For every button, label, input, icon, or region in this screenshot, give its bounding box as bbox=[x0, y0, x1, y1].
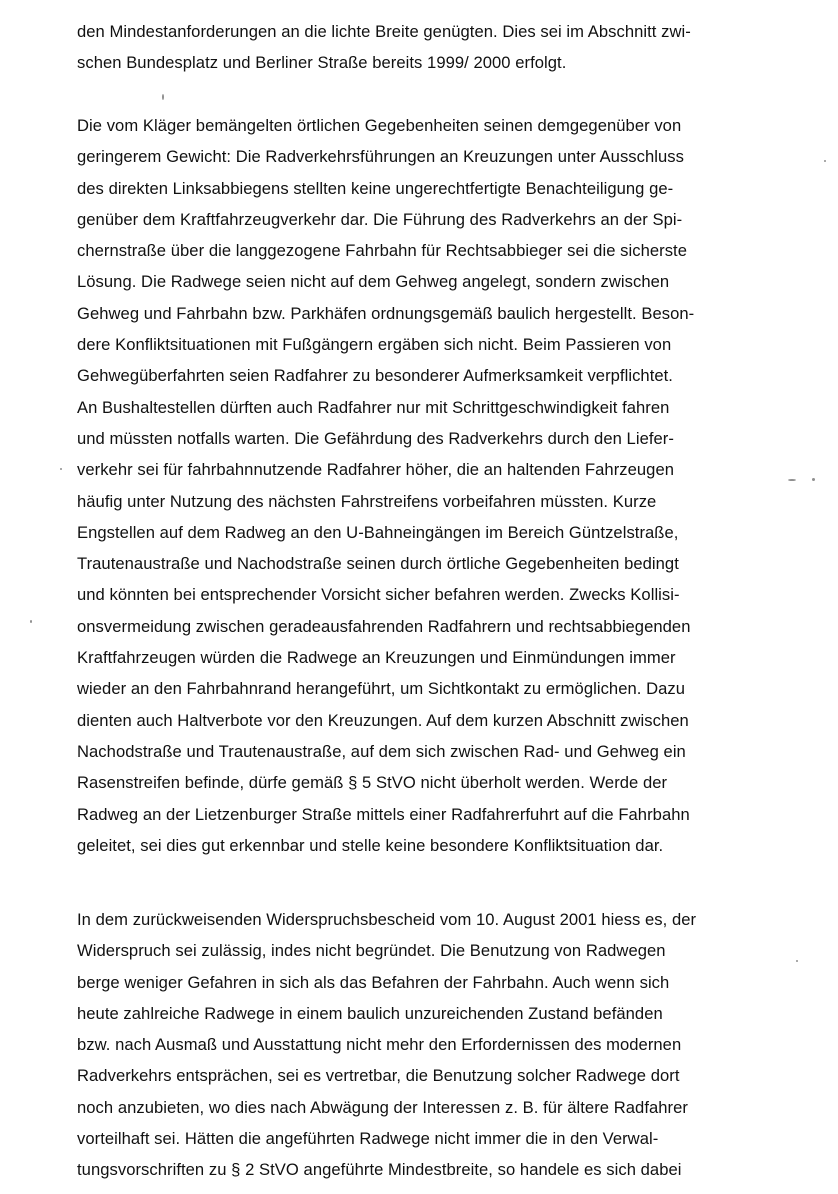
scan-speck bbox=[796, 960, 798, 962]
text-line: und müssten notfalls warten. Die Gefährdung des Radverkehrs durch den Liefer- bbox=[77, 428, 674, 448]
text-line: den Mindestanforderungen an die lichte Breite genügten. Dies sei im Abschnitt zwi- bbox=[77, 22, 691, 41]
text-line: geleitet, sei dies gut erkennbar und stelle keine besondere Konfliktsituation dar. bbox=[77, 835, 664, 855]
scan-speck bbox=[788, 479, 796, 481]
scan-speck bbox=[812, 478, 815, 481]
text-line: Lösung. Die Radwege seien nicht auf dem Gehweg angelegt, sondern zwischen bbox=[77, 272, 670, 292]
scan-speck bbox=[30, 620, 32, 623]
text-line: An Bushaltestellen dürften auch Radfahrer nur mit Schrittgeschwindigkeit fahren bbox=[77, 397, 670, 417]
text-line: Die vom Kläger bemängelten örtlichen Gegebenheiten seinen demgegenüber von bbox=[77, 116, 682, 135]
scan-speck bbox=[162, 94, 164, 100]
text-line: Radweg an der Lietzenburger Straße mittels einer Radfahrerfuhrt auf die Fahrbahn bbox=[77, 804, 690, 824]
text-line: verkehr sei für fahrbahnnutzende Radfahrer höher, die an haltenden Fahrzeugen bbox=[77, 460, 675, 480]
text-line: Nachodstraße und Trautenaustraße, auf dem sich zwischen Rad- und Gehweg ein bbox=[77, 741, 686, 761]
text-line: Widerspruch sei zulässig, indes nicht begründet. Die Benutzung von Radwegen bbox=[77, 941, 666, 961]
text-line: onsvermeidung zwischen geradeausfahrenden Radfahrern und rechtsabbiegenden bbox=[77, 616, 691, 636]
scan-speck bbox=[824, 160, 826, 162]
paragraph-local-conditions bbox=[77, 110, 807, 861]
text-line: wieder an den Fahrbahnrand herangeführt, um Sichtkontakt zu ermöglichen. Dazu bbox=[77, 679, 686, 699]
text-line: Kraftfahrzeugen würden die Radwege an Kreuzungen und Einmündungen immer bbox=[77, 648, 676, 668]
paragraph-objection-decision bbox=[77, 904, 807, 1186]
scan-speck bbox=[60, 468, 62, 470]
text-line: geringerem Gewicht: Die Radverkehrsführungen an Kreuzungen unter Ausschluss bbox=[77, 147, 684, 167]
text-line: dienten auch Haltverbote vor den Kreuzungen. Auf dem kurzen Abschnitt zwischen bbox=[77, 710, 689, 730]
text-line: berge weniger Gefahren in sich als das Befahren der Fahrbahn. Auch wenn sich bbox=[77, 972, 670, 992]
text-line: Engstellen auf dem Radweg an den U-Bahneingängen im Bereich Güntzelstraße, bbox=[77, 522, 679, 542]
text-line: genüber dem Kraftfahrzeugverkehr dar. Die Führung des Radverkehrs an der Spi- bbox=[77, 209, 683, 229]
text-line: vorteilhaft sei. Hätten die angeführten Radwege nicht immer die in den Verwal- bbox=[77, 1129, 659, 1149]
text-line: tungsvorschriften zu § 2 StVO angeführte Mindestbreite, so handele es sich dabei bbox=[77, 1160, 682, 1180]
text-line: dere Konfliktsituationen mit Fußgängern ergäben sich nicht. Beim Passieren von bbox=[77, 335, 672, 355]
text-line: häufig unter Nutzung des nächsten Fahrstreifens vorbeifahren müssten. Kurze bbox=[77, 491, 657, 511]
text-line: schen Bundesplatz und Berliner Straße bereits 1999/ 2000 erfolgt. bbox=[77, 53, 567, 73]
text-line: Trautenaustraße und Nachodstraße seinen durch örtliche Gegebenheiten bedingt bbox=[77, 554, 679, 574]
paragraph-continuation bbox=[77, 16, 807, 79]
text-line: Rasenstreifen befinde, dürfe gemäß § 5 StVO nicht überholt werden. Werde der bbox=[77, 773, 668, 793]
text-line: und könnten bei entsprechender Vorsicht sicher befahren werden. Zwecks Kollisi- bbox=[77, 585, 680, 605]
text-line: Gehwegüberfahrten seien Radfahrer zu besonderer Aufmerksamkeit verpflichtet. bbox=[77, 366, 673, 386]
text-line: bzw. nach Ausmaß und Ausstattung nicht mehr den Erfordernissen des modernen bbox=[77, 1035, 682, 1055]
text-line: des direkten Linksabbiegens stellten keine ungerechtfertigte Benachteiligung ge- bbox=[77, 178, 674, 198]
text-line: Radverkehrs entsprächen, sei es vertretbar, die Benutzung solcher Radwege dort bbox=[77, 1066, 680, 1086]
text-line: chernstraße über die langgezogene Fahrbahn für Rechtsabbieger sei die sicherste bbox=[77, 241, 687, 261]
text-line: In dem zurückweisenden Widerspruchsbescheid vom 10. August 2001 hiess es, der bbox=[77, 910, 697, 929]
text-line: Gehweg und Fahrbahn bzw. Parkhäfen ordnungsgemäß baulich hergestellt. Beson- bbox=[77, 303, 695, 323]
text-line: noch anzubieten, wo dies nach Abwägung der Interessen z. B. für ältere Radfahrer bbox=[77, 1097, 688, 1117]
text-line: heute zahlreiche Radwege in einem baulich unzureichenden Zustand befänden bbox=[77, 1003, 663, 1023]
